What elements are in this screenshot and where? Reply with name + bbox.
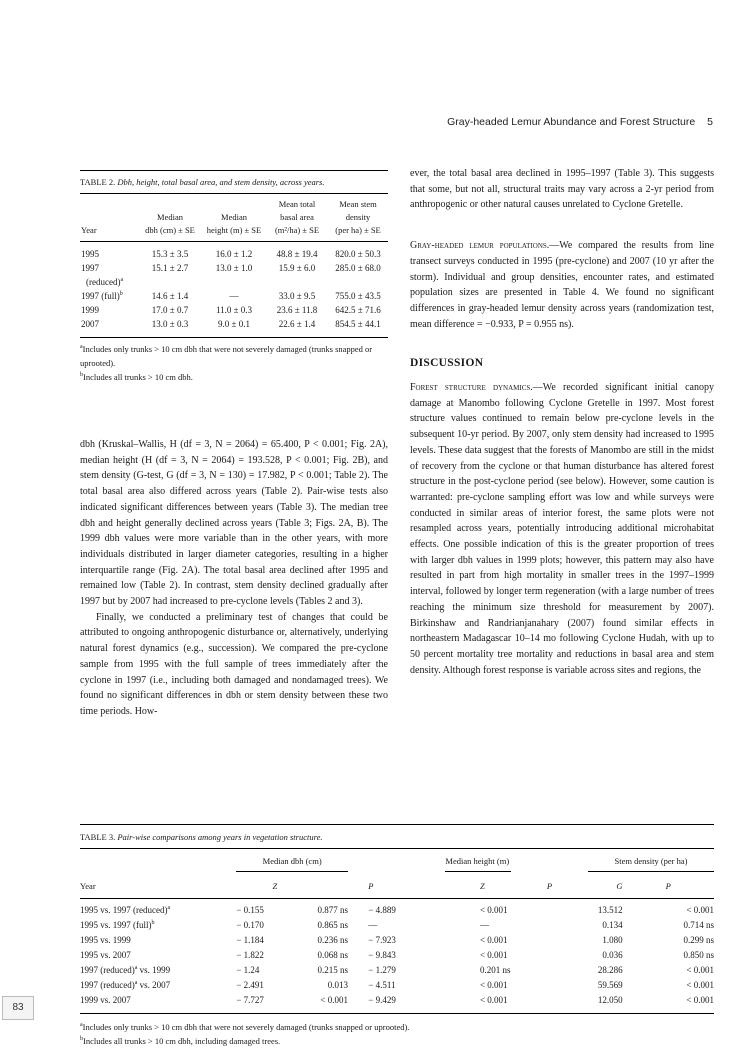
table-2 [80,170,388,384]
section-heading: Forest structure dynamics. [410,382,533,394]
table-row: 1995 vs. 2007 − 1.822 0.068 ns − 9.843 < 0.001 0.036 0.850 ns [80,950,714,960]
table-3-footnote-a: $^a$Includes only trunks > 10 cm dbh that were not severely damaged (trunks snapped or uprooted). [80,1022,410,1032]
t2-height-h1: Median [221,212,247,222]
t2-stem-h1: Mean stem [339,199,377,209]
page-number: 5 [707,116,713,128]
table-row: 1997 (full)$^b$ 14.6 ± 1.4 — 33.0 ± 9.5 755.0 ± 43.5 [81,291,381,301]
t3-group-height: Median height (m) [445,849,510,872]
table-3 [80,824,714,1048]
table-row: 2007 13.0 ± 0.3 9.0 ± 0.1 22.6 ± 1.4 854.5 ± 44.1 [81,319,381,329]
table-3-grid: Median dbh (cm) Median height (m) Stem density (per ha) Year Z P Z P G P 1995 vs. 1997 (reduced)$^a$ − 0.155 0.877 ns − 4.889 < 0.001 13.512 < 0.001 1995 vs. 1997 (full)$^b$ − 0.170 0.865 ns — — 0.134 0.714 ns 1995 vs. 1999 − 1.184 0.236 ns − 7.923 < 0.001 1.080 0.299 ns 1995 vs. 2007 − 1.822 0.068 ns − 9.843 < 0.001 0.036 0.850 ns 1997 (reduced)$^a$ vs. 1999 − 1.24 0.215 ns − 1.279 0.201 ns 28.286 < 0.001 1997 (reduced)$^a$ vs. 2007 − 2.491 0.013 − 4.511 < 0.001 59.569 < 0.001 1999 vs. 2007 − 7.727 < 0.001 − 9.429 < 0.001 12.050 < 0.001 [80,848,714,1014]
table-row: 1997 15.1 ± 2.7 13.0 ± 1.0 15.9 ± 6.0 285.0 ± 68.0 [81,263,381,273]
right-column-text [410,166,714,678]
t3-group-dbh: Median dbh (cm) [236,849,348,872]
margin-tag: 83 [2,996,34,1020]
discussion-heading: DISCUSSION [410,357,484,370]
t2-basal-h3: (m²/ha) ± SE [266,224,328,242]
table-2-footnote-a: $^a$Includes only trunks > 10 cm dbh that were not severely damaged (trunks snapped or uprooted). [80,344,373,368]
t2-basal-h1: Mean total [278,199,316,209]
section-heading: Gray-headed lemur populations. [410,240,550,252]
table-row: 1995 vs. 1999 − 1.184 0.236 ns − 7.923 < 0.001 1.080 0.299 ns [80,935,714,945]
table-2-footnote-b: $^b$Includes all trunks > 10 cm dbh. [80,372,193,382]
table-row: 1997 (reduced)$^a$ vs. 2007 − 2.491 0.013 − 4.511 < 0.001 59.569 < 0.001 [80,980,714,990]
t3-year-header: Year [80,872,216,899]
table-2-grid [80,193,388,338]
table-3-caption: TABLE 3. Pair-wise comparisons among years in vegetation structure. [80,824,714,848]
table-2-caption: TABLE 2. Dbh, height, total basal area, and stem density, across years. [80,170,388,193]
t2-dbh-h2: dbh (cm) ± SE [138,224,202,242]
t2-stem-h2: density [345,212,371,222]
t2-year-header: Year [80,224,138,242]
left-paragraph-1: dbh (Kruskal–Wallis, H (df = 3, N = 2064) = 65.400, P < 0.001; Fig. 2A), median height (H (df = 3, N = 2064) = 193.528, P < 0.001; Fig. 2B), and stem density (G-test, G (df = 3, N = 130) = 17.982, P < 0.001; Table 2). The total basal area also differed across years (Table 2). Pair-wise tests also indicated significant differences between years (Table 3). The median tree dbh and height generally declined across years (Table 3; Figs. 2A, B). The 1999 dbh values were more variable than in the other years, with more individuals distributed in larger diameter categories, resulting in a higher interquartile range (Fig. 2A). The total basal area declined after 1995 and remained low (Table 2). In contrast, stem density declined gradually after 1997 but by 2007 had increased to pre-cyclone levels (Tables 2 and 3). [80,439,388,608]
table-row: 1995 15.3 ± 3.5 16.0 ± 1.2 48.8 ± 19.4 820.0 ± 50.3 [81,249,381,259]
table-3-footnote-b: $^b$Includes all trunks > 10 cm dbh, including damaged trees. [80,1036,281,1046]
running-header [447,116,713,128]
t2-stem-h3: (per ha) ± SE [328,224,388,242]
section-forest-structure: Forest structure dynamics.—We recorded significant initial canopy damage at Manombo following Cyclone Gretelle in 1997. Most forest structure values continued to remain below pre-cyclone levels in the subsequent 10-yr period. By 2007, only stem density had increased to 1995 levels. These data suggest that the forests of Manombo are still in the midst of recovery from the cyclone or that human disturbance has altered forest structure in the post-cyclone period (see below). However, some caution is warranted: pre-cyclone sampling effort was low and while surveys were conducted in similar areas of interior forest, the same plots were not resampled across years, potentially introducing additional microhabitat effects. One possible indication of this is the greater proportion of trees with larger dbh values in 1999 plots; however, this pattern may also have resulted in part from high mortality in smaller trees in the 1997–1999 interval, followed by longer term regeneration (with a large number of trees reaching the minimum size threshold for measurement by 2007). Birkinshaw and Randrianjanahary (2007) found similar effects in northeastern Madagascar 10–14 mo following Cyclone Hudah, with up to 50 percent mortality tree mortality and reductions in basal area and stem density. Although forest response is variable across sites and regions, the [410,382,714,676]
left-column-text [80,437,388,720]
table-row: (reduced)$^a$ [86,277,124,287]
section-lemur-populations: Gray-headed lemur populations.—We compared the results from line transect surveys conducted in 1995 (pre-cyclone) and 2007 (10 yr after the storm). Individual and group densities, encounter rates, and estimated population sizes are presented in Table 4. We found no significant differences in gray-headed lemur density across years (randomization test, mean difference = −0.933, P = 0.955 ns). [410,240,714,330]
table-row: 1995 vs. 1997 (full)$^b$ − 0.170 0.865 ns — — 0.134 0.714 ns [80,920,714,930]
table-row: 1995 vs. 1997 (reduced)$^a$ − 0.155 0.877 ns − 4.889 < 0.001 13.512 < 0.001 [80,905,714,915]
table-row: 1997 (reduced)$^a$ vs. 1999 − 1.24 0.215 ns − 1.279 0.201 ns 28.286 < 0.001 [80,965,714,975]
running-title: Gray-headed Lemur Abundance and Forest Structure [447,116,696,128]
table-row: 1999 vs. 2007 − 7.727 < 0.001 − 9.429 < 0.001 12.050 < 0.001 [80,995,714,1005]
table-row: 1999 17.0 ± 0.7 11.0 ± 0.3 23.6 ± 11.8 642.5 ± 71.6 [81,305,381,315]
t3-group-stem: Stem density (per ha) [588,849,714,872]
t2-dbh-h1: Median [157,212,183,222]
right-paragraph-1: ever, the total basal area declined in 1995–1997 (Table 3). This suggests that some, but not all, structural traits may vary across a 2-yr period from anthropogenic or other natural causes unrelated to Cyclone Gretelle. [410,168,714,211]
t2-height-h2: height (m) ± SE [202,224,266,242]
left-paragraph-2: Finally, we conducted a preliminary test of changes that could be attributed to ongoing anthropogenic disturbance or, alternatively, underlying natural forest dynamics (e.g., succession). We compared the pre-cyclone sample from 1995 with the full sample of trees immediately after the cyclone in 1997 (i.e., including both damaged and nondamaged trees). We found no significant differences in dbh or stem density between these two time periods. How- [80,611,388,717]
t2-basal-h2: basal area [280,212,314,222]
